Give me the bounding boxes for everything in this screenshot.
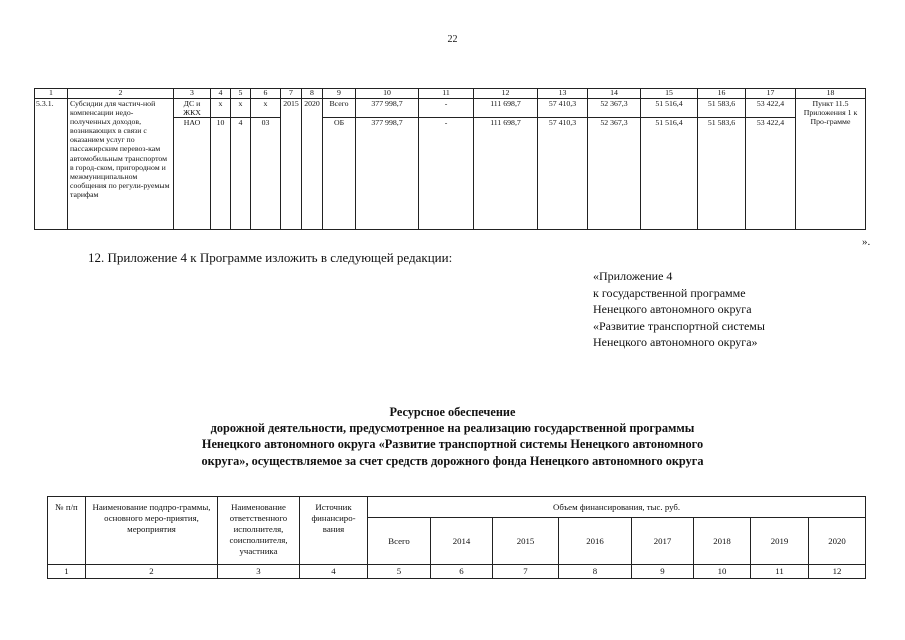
col-number: 9 xyxy=(323,89,356,99)
annex-line: Ненецкого автономного округа xyxy=(593,302,752,316)
value-cell: 53 422,4 xyxy=(746,99,796,118)
col-number: 4 xyxy=(300,565,368,579)
col-number: 12 xyxy=(809,565,866,579)
col-number: 2 xyxy=(86,565,218,579)
col-number: 8 xyxy=(559,565,632,579)
header-volume: Объем финансирования, тыс. руб. xyxy=(368,497,866,518)
header-year: 2014 xyxy=(431,518,493,565)
closing-quote: ». xyxy=(862,236,871,248)
cell: 10 xyxy=(211,118,231,230)
title-line: округа», осуществляемое за счет средств дорожного фонда Ненецкого автономного округа xyxy=(201,453,704,468)
col-number: 12 xyxy=(474,89,538,99)
cell: 03 xyxy=(251,118,281,230)
annex-header xyxy=(593,268,765,351)
value-cell: 52 367,3 xyxy=(588,118,641,230)
title-line: дорожной деятельности, предусмотренное на реализацию государственной программы xyxy=(210,421,695,436)
column-number-row xyxy=(48,565,866,579)
col-number: 8 xyxy=(302,89,323,99)
col-number: 11 xyxy=(419,89,474,99)
annex-line: к государственной программе xyxy=(593,285,746,300)
col-number: 6 xyxy=(251,89,281,99)
annex-line: Ненецкого автономного округа» xyxy=(593,335,758,349)
col-number: 7 xyxy=(493,565,559,579)
header-year: 2018 xyxy=(694,518,751,565)
cell: 4 xyxy=(231,118,251,230)
value-cell: 57 410,3 xyxy=(538,99,588,118)
resource-table xyxy=(47,496,866,579)
value-cell: 52 367,3 xyxy=(588,99,641,118)
document-title xyxy=(0,404,905,469)
executor-cell: ДС и ЖКХ xyxy=(174,99,211,118)
header-year: 2020 xyxy=(809,518,866,565)
value-cell: 51 583,6 xyxy=(698,99,746,118)
col-number: 1 xyxy=(48,565,86,579)
col-number: 6 xyxy=(431,565,493,579)
value-cell: 111 698,7 xyxy=(474,99,538,118)
header-year: 2017 xyxy=(632,518,694,565)
value-cell: - xyxy=(419,99,474,118)
header-num: № п/п xyxy=(48,497,86,565)
value-cell: 57 410,3 xyxy=(538,118,588,230)
col-number: 15 xyxy=(641,89,698,99)
start-year: 2015 xyxy=(281,99,302,230)
cell: х xyxy=(251,99,281,118)
value-cell: 111 698,7 xyxy=(474,118,538,230)
title-line: Ненецкого автономного округа «Развитие транспортной системы Ненецкого автономного xyxy=(201,437,704,452)
value-cell: 377 998,7 xyxy=(356,99,419,118)
col-number: 4 xyxy=(211,89,231,99)
col-number: 3 xyxy=(174,89,211,99)
col-number: 5 xyxy=(368,565,431,579)
column-number-row xyxy=(35,89,866,99)
header-year: Всего xyxy=(368,518,431,565)
executor-cell: НАО xyxy=(174,118,211,230)
col-number: 11 xyxy=(751,565,809,579)
header-name: Наименование подпро-граммы, основного меро-приятия, мероприятия xyxy=(86,497,218,565)
header-year: 2015 xyxy=(493,518,559,565)
cell: х xyxy=(231,99,251,118)
reference-cell: Пункт 11.5 Приложения 1 к Про-грамме xyxy=(796,99,866,230)
col-number: 7 xyxy=(281,89,302,99)
col-number: 2 xyxy=(68,89,174,99)
col-number: 3 xyxy=(218,565,300,579)
col-number: 10 xyxy=(356,89,419,99)
col-number: 14 xyxy=(588,89,641,99)
header-year: 2019 xyxy=(751,518,809,565)
header-year: 2016 xyxy=(559,518,632,565)
item-12-paragraph: 12. Приложение 4 к Программе изложить в следующей редакции: xyxy=(88,250,453,265)
value-cell: 51 516,4 xyxy=(641,99,698,118)
value-cell: 51 516,4 xyxy=(641,118,698,230)
header-source: Источник финансиро-вания xyxy=(300,497,368,565)
annex-line: «Развитие транспортной системы xyxy=(593,318,765,333)
col-number: 13 xyxy=(538,89,588,99)
row-number: 5.3.1. xyxy=(35,99,68,230)
col-number: 18 xyxy=(796,89,866,99)
value-cell: - xyxy=(419,118,474,230)
header-executor: Наименование ответственного исполнителя, соисполнителя, участника xyxy=(218,497,300,565)
value-cell: 53 422,4 xyxy=(746,118,796,230)
col-number: 5 xyxy=(231,89,251,99)
col-number: 10 xyxy=(694,565,751,579)
source-cell: Всего xyxy=(323,99,356,118)
cell: х xyxy=(211,99,231,118)
value-cell: 377 998,7 xyxy=(356,118,419,230)
annex-line: «Приложение 4 xyxy=(593,269,673,283)
table-row xyxy=(35,99,866,118)
end-year: 2020 xyxy=(302,99,323,230)
col-number: 9 xyxy=(632,565,694,579)
col-number: 16 xyxy=(698,89,746,99)
value-cell: 51 583,6 xyxy=(698,118,746,230)
col-number: 1 xyxy=(35,89,68,99)
source-cell: ОБ xyxy=(323,118,356,230)
col-number: 17 xyxy=(746,89,796,99)
title-line: Ресурсное обеспечение xyxy=(389,405,516,419)
program-activity-table xyxy=(34,88,866,230)
activity-name: Субсидии для частич-ной компенсации недо-полученных доходов, возникающих в связи с оказанием услуг по пассажирским перевоз-кам автомобильным транспортом в город-ском, пригородном и межмуниципальном сообщения по регули-руемым тарифам xyxy=(68,99,174,230)
page-number: 22 xyxy=(447,34,458,45)
